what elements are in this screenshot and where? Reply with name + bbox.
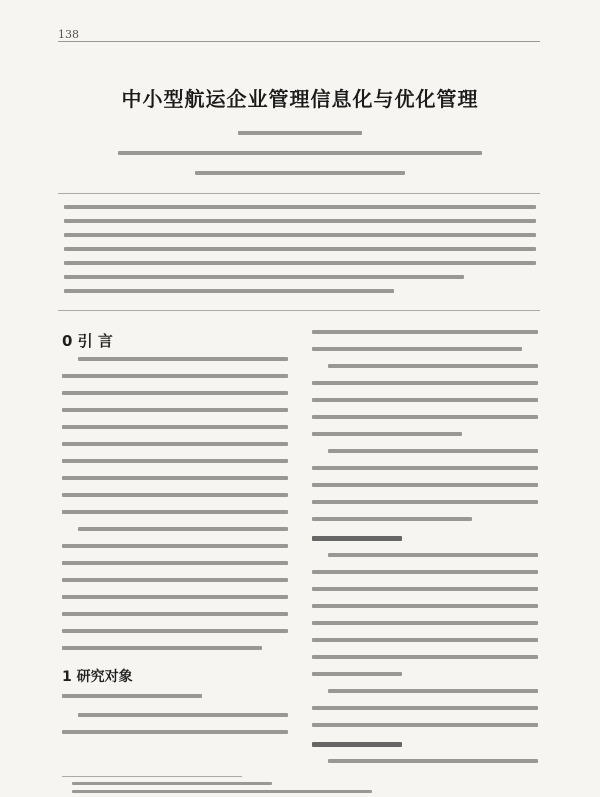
abstract-bottom-rule (58, 310, 540, 311)
header-rule (58, 41, 540, 42)
page-number: 138 (58, 28, 79, 41)
paper-title: 中小型航运企业管理信息化与优化管理 (121, 87, 479, 111)
abstract-top-rule (58, 193, 540, 194)
footnote-rule (62, 776, 242, 777)
running-header (58, 28, 540, 40)
subsection-heading (312, 536, 402, 541)
section-heading-introduction: 0 引 言 (62, 332, 113, 350)
subsection-heading (312, 742, 402, 747)
section-heading-research-object: 1 研究对象 (62, 669, 133, 685)
